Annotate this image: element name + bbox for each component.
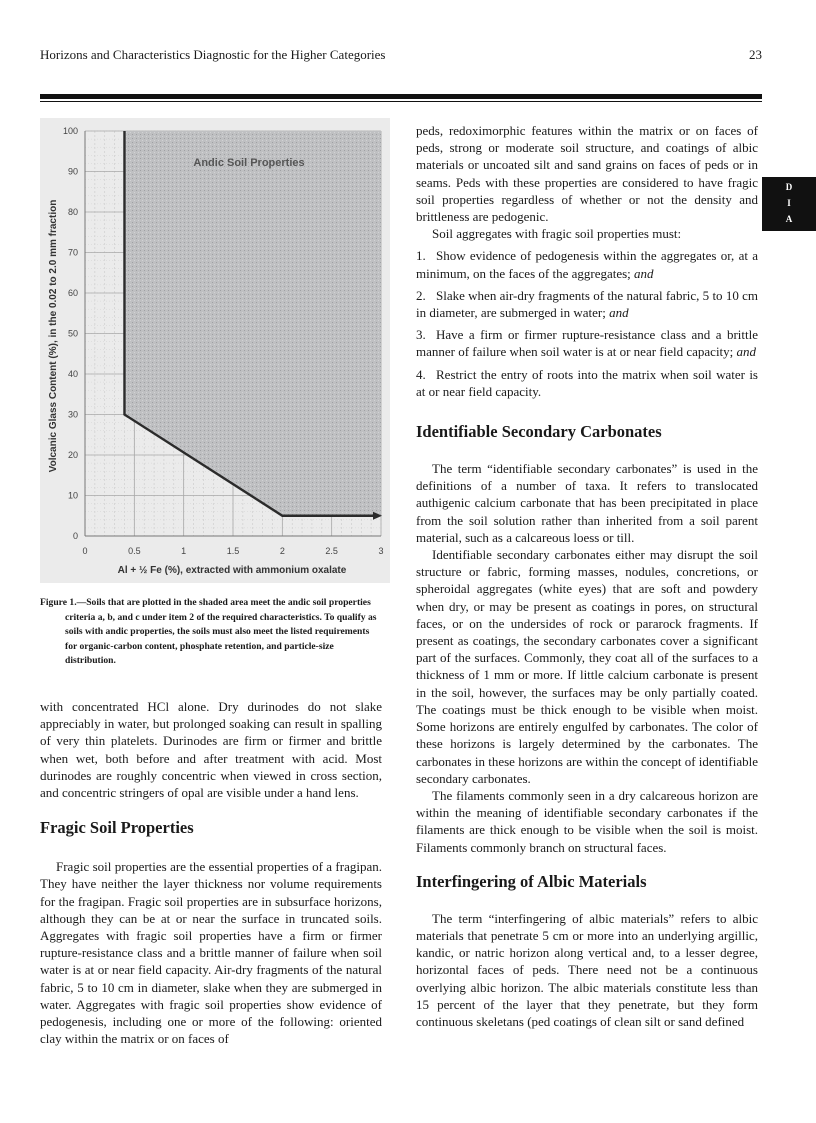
paragraph: The filaments commonly seen in a dry calcareous horizon are within the meaning of identifiable secondary carbonates if the filaments are thick enough to be visible when the soil is moist. Filaments commonly branch on structural faces. xyxy=(416,787,758,855)
list-number: 3. xyxy=(416,327,426,343)
figure-caption-text: Figure 1.—Soils that are plotted in the shaded area meet the andic soil properties criteria a, b, and c under item 2 of the required characteristics. To qualify as soils with andic properties, the soils must also meet the listed requirements for organic-carbon content, phosphate retention, and particle-size distribution. xyxy=(40,597,377,667)
list-text: Slake when air-dry fragments of the natural fabric, 5 to 10 cm in diameter, are submerged in water; xyxy=(416,287,758,321)
y-tick-label: 50 xyxy=(67,328,78,339)
list-item xyxy=(416,247,758,281)
list-number: 4. xyxy=(416,366,426,382)
page-number: 23 xyxy=(749,47,762,62)
list-number: 2. xyxy=(416,287,426,303)
y-tick-label: 70 xyxy=(67,247,78,258)
right-column xyxy=(416,122,758,1030)
tab-letter: D xyxy=(785,182,793,192)
paragraph: Identifiable secondary carbonates either may disrupt the soil structure or fabric, forming masses, nodules, concretions, or spheroidal aggregates (white eyes) that are soft and powdery when dry, or may be present as coatings in pores, on structural faces, or on the undersides of rock or pararock fragments. If present as coatings, the secondary carbonates cover a significant part of the surfaces. Commonly, they coat all of the surfaces to a thickness of 1 mm or more. If little calcium carbonate is present in the soil, however, the surfaces may be only partially coated. The coatings must be thick enough to be visible when moist. Some horizons are entirely engulfed by carbonates. The color of these horizons is largely determined by the carbonates. The carbonates in these horizons are within the concept of identifiable secondary carbonates. xyxy=(416,547,758,786)
list-conj: and xyxy=(634,265,654,281)
list-text: Have a firm or firmer rupture-resistance class and a brittle manner of failure when soil water is at or near field capacity; xyxy=(416,327,758,360)
list-conj: and xyxy=(736,344,757,360)
andic-properties-chart xyxy=(40,118,390,583)
left-column xyxy=(40,698,382,1047)
y-axis-label: Volcanic Glass Content (%), in the 0.02 to 2.0 mm fraction xyxy=(48,199,59,473)
y-tick-label: 80 xyxy=(67,207,78,217)
chart-title: Andic Soil Properties xyxy=(193,157,305,169)
list-number: 1. xyxy=(416,248,426,264)
section-heading-carbonates: Identifiable Secondary Carbonates xyxy=(416,422,662,442)
paragraph: The term “interfingering of albic materials” refers to albic materials that penetrate 5 cm or more into an underlying argillic, kandic, or natric horizon along vertical and, to a lesser degree, horizontal faces of peds. There need not be a continuous overlying albic horizon. The albic materials constitute less than 15 percent of the layer that they penetrate, but they form continuous skeletans (ped coatings of clean silt or sand defined xyxy=(416,910,758,1029)
header-rule-thick xyxy=(40,94,762,99)
y-tick-label: 60 xyxy=(67,288,78,298)
x-tick-label: 2 xyxy=(279,546,285,556)
x-tick-label: 0.5 xyxy=(128,546,141,556)
y-tick-label: 40 xyxy=(67,369,78,379)
y-tick-label: 30 xyxy=(67,409,78,420)
list-conj: and xyxy=(609,305,629,321)
paragraph: Soil aggregates with fragic soil properties must: xyxy=(432,226,682,242)
x-tick-label: 1.5 xyxy=(226,546,240,556)
x-tick-label: 0 xyxy=(82,546,88,556)
list-text: Restrict the entry of roots into the matrix when soil water is at or near field capacity. xyxy=(416,366,758,399)
list-item xyxy=(416,287,758,321)
tab-letter: I xyxy=(787,198,791,208)
list-text: Show evidence of pedogenesis within the aggregates or, at a minimum, on the faces of the aggregates; xyxy=(416,248,758,281)
figure-caption xyxy=(40,596,380,669)
paragraph: with concentrated HCl alone. Dry durinodes do not slake appreciably in water, but prolonged soaking can result in spalling of very thin platelets. Durinodes are firm or firmer and brittle when wet, both before and after treatment with acid. Most durinodes are roughly concentric when viewed in cross section, and concentric stringers of opal are visible under a hand lens. xyxy=(40,699,382,801)
list-item xyxy=(416,326,758,360)
header-rule-thin xyxy=(40,101,762,102)
y-tick-label: 100 xyxy=(62,126,78,136)
y-tick-label: 0 xyxy=(72,531,78,541)
x-axis-label: Al + ½ Fe (%), extracted with ammonium oxalate xyxy=(117,565,347,576)
paragraph: The term “identifiable secondary carbonates” is used in the definitions of a number of taxa. It refers to translocated authigenic calcium carbonate that has been precipitated in place from the soil solution rather than inherited from a soil parent material, such as a calcareous loess or till. xyxy=(416,461,758,545)
x-tick-label: 2.5 xyxy=(325,546,338,556)
tab-letter: A xyxy=(785,214,793,224)
section-heading-albic: Interfingering of Albic Materials xyxy=(416,871,647,891)
y-tick-label: 10 xyxy=(67,490,78,501)
y-tick-label: 90 xyxy=(67,166,78,177)
running-header-title: Horizons and Characteristics Diagnostic for the Higher Categories xyxy=(40,47,386,62)
x-tick-label: 1 xyxy=(181,546,187,556)
section-thumb-tab xyxy=(762,177,816,231)
section-heading-fragic: Fragic Soil Properties xyxy=(40,818,194,838)
paragraph: Fragic soil properties are the essential properties of a fragipan. They have neither the layer thickness nor volume requirements for the fragipan. Fragic soil properties are in subsurface horizons, although they can be at or near the surface in truncated soils. Aggregates with fragic soil properties have a firm or firmer rupture-resistance class and a brittle manner of failure when soil water is at or near field capacity. Air-dry fragments of the natural fabric, 5 to 10 cm in diameter, slake when they are submerged in water. Aggregates with fragic soil properties show evidence of pedogenesis, including one or more of the following: oriented clay within the matrix or on faces of xyxy=(40,859,382,1047)
list-item xyxy=(416,366,758,400)
x-tick-label: 3 xyxy=(378,546,384,556)
y-tick-label: 20 xyxy=(67,450,78,460)
paragraph: peds, redoximorphic features within the matrix or on faces of peds, strong or moderate soil structure, and coatings of albic materials or uncoated silt and sand grains on faces of peds or in seams. Peds with these properties are considered to have fragic soil properties regardless of whether or not the density and brittleness are pedogenic. xyxy=(416,123,758,225)
